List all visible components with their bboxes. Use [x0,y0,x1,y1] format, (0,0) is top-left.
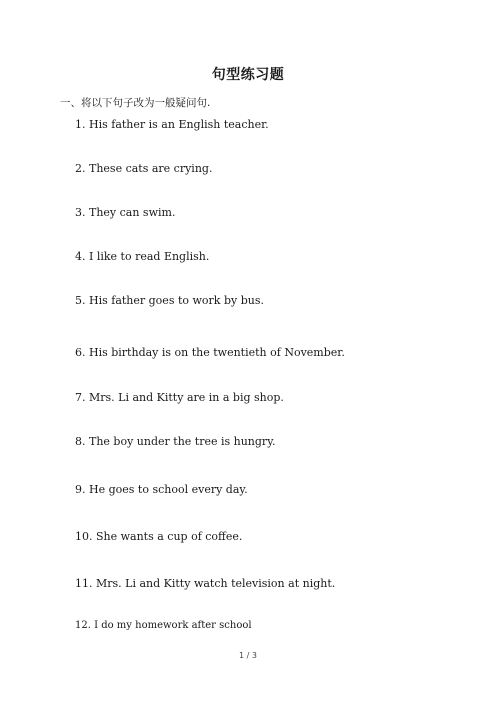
question-item: 11. Mrs. Li and Kitty watch television at night. [75,577,336,590]
question-item: 8. The boy under the tree is hungry. [75,435,276,448]
question-item: 6. His birthday is on the twentieth of November. [75,346,345,359]
question-item: 12. I do my homework after school [75,620,252,631]
question-item: 10. She wants a cup of coffee. [75,530,243,543]
page-title: 句型练习题 [211,67,285,83]
page-number: 1 / 3 [239,651,257,660]
question-item: 1. His father is an English teacher. [75,118,269,131]
question-item: 7. Mrs. Li and Kitty are in a big shop. [75,391,284,404]
section-heading: 一、将以下句子改为一般疑问句. [60,97,211,109]
question-item: 9. He goes to school every day. [75,483,248,496]
question-item: 2. These cats are crying. [75,162,213,175]
question-item: 4. I like to read English. [75,250,210,263]
question-item: 3. They can swim. [75,206,176,219]
question-item: 5. His father goes to work by bus. [75,294,264,307]
